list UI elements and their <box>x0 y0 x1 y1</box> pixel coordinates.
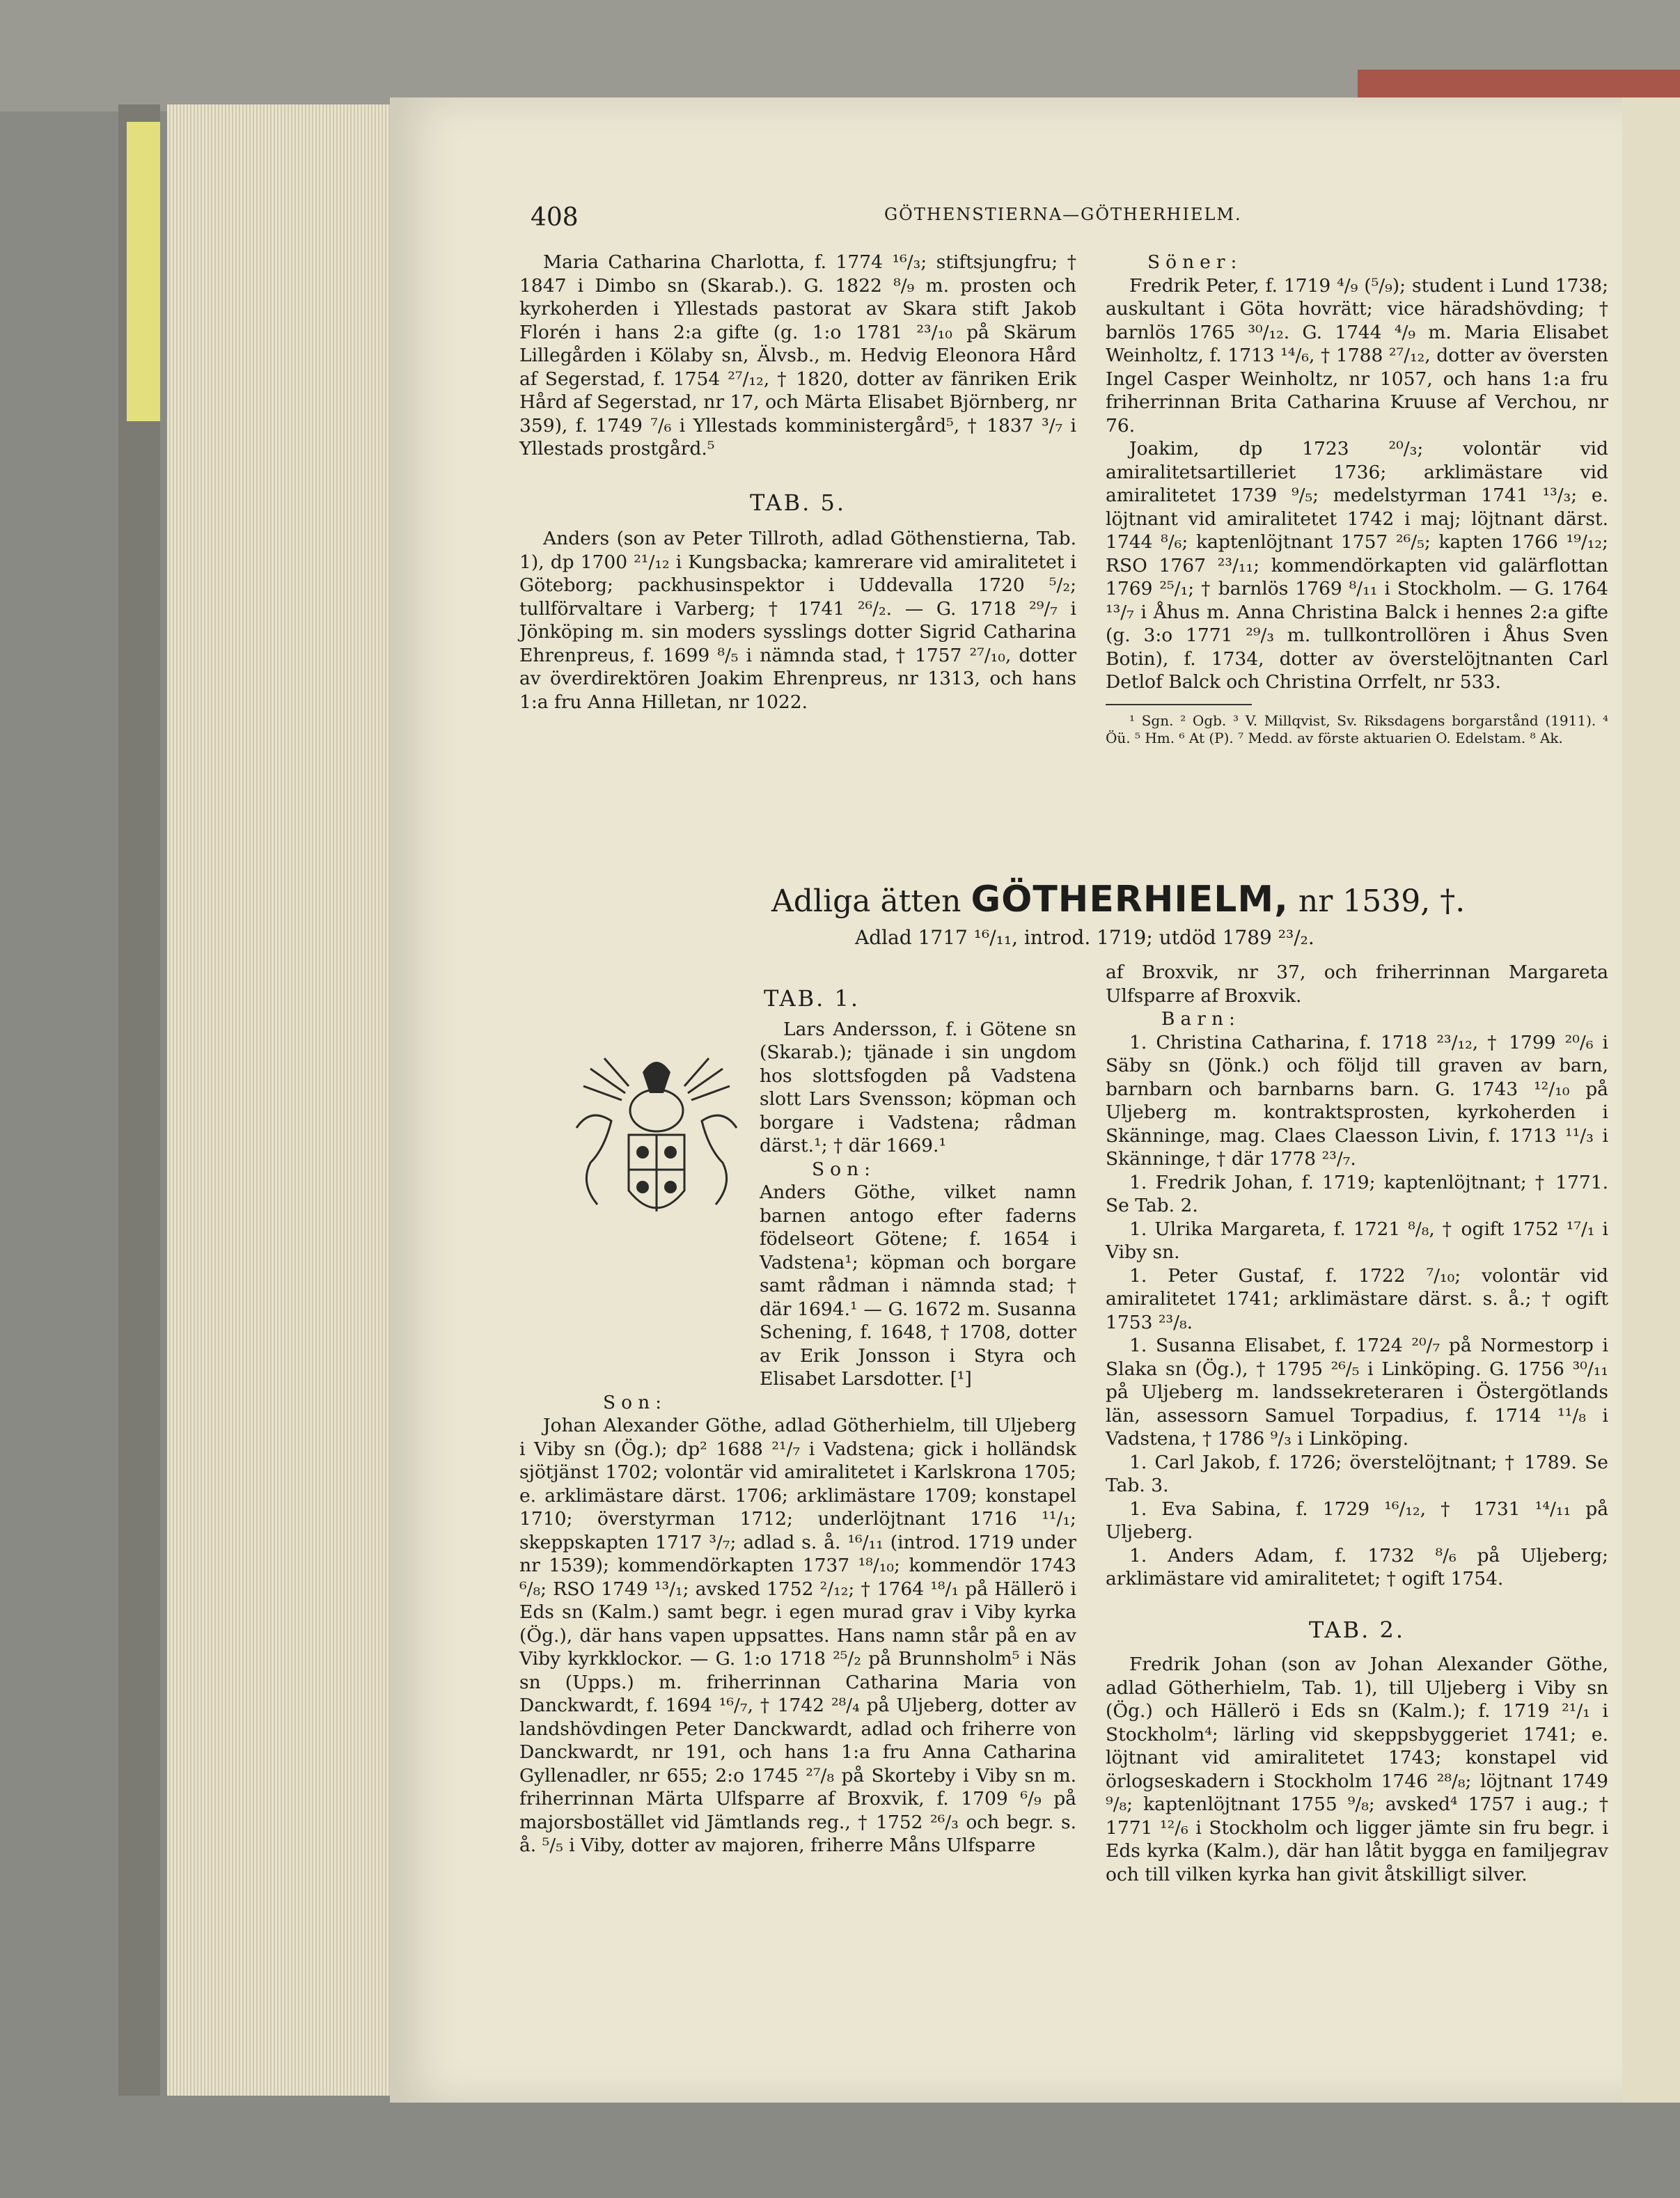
footnotes: ¹ Sgn. ² Ogb. ³ V. Millqvist, Sv. Riksdagens borgarstånd (1911). ⁴ Öü. ⁵ Hm. ⁶ At (P). ⁷ Medd. av förste aktuarien O. Edelstam. ⁸ Ak. <box>1106 712 1608 746</box>
page-number: 408 <box>531 203 579 232</box>
tab-5-heading: TAB. 5. <box>749 489 847 516</box>
child-eva-sabina: 1. Eva Sabina, f. 1729 ¹⁶/₁₂, † 1731 ¹⁴/₁₁ på Uljeberg. <box>1106 1498 1608 1543</box>
next-page-edge <box>1622 97 1680 2103</box>
left-top-column <box>519 251 1076 714</box>
page-edges <box>167 104 397 2096</box>
child-ulrika-margareta: 1. Ulrika Margareta, f. 1721 ⁸/₈, † ogift 1752 ¹⁷/₁ i Viby sn. <box>1106 1218 1608 1263</box>
running-title: GÖTHENSTIERNA—GÖTHERHIELM. <box>884 205 1242 224</box>
soner-heading: Söner: <box>1147 251 1243 273</box>
right-bottom-column <box>1106 961 1608 1886</box>
footnote-rule <box>1106 704 1252 705</box>
entry-fredrik-peter: Fredrik Peter, f. 1719 ⁴/₉ (⁵/₉); student i Lund 1738; auskultant i Göta hovrätt; vice häradshövding; † barnlös 1765 ³⁰/₁₂. G. 1744 ⁴/₉ m. Maria Elisabet Weinholtz, f. 1713 ¹⁴/₆, † 1788 ²⁷/₁₂, dotter av översten Ingel Casper Weinholtz, nr 1057, och hans 1:a fru friherrinnan Brita Catharina Kruuse af Verchou, nr 76. <box>1106 274 1608 437</box>
entry-anders-gothe: Anders Göthe, vilket namn barnen antogo efter faderns födelseort Götene; f. 1654 i Vadstena¹; köpman och borgare samt rådman i nämnda stad; † där 1694.¹ — G. 1672 m. Susanna Schening, f. 1648, † 1708, dotter av Erik Jonsson i Styra och Elisabet Larsdotter. [¹] <box>760 1182 1076 1390</box>
family-title <box>771 879 1465 920</box>
child-carl-jakob: 1. Carl Jakob, f. 1726; överstelöjtnant; † 1789. Se Tab. 3. <box>1106 1451 1608 1496</box>
family-subtitle: Adlad 1717 ¹⁶/₁₁, introd. 1719; utdöd 1789 ²³/₂. <box>855 926 1314 949</box>
child-christina-catharina: 1. Christina Catharina, f. 1718 ²³/₁₂, † 1799 ²⁰/₆ i Säby sn (Jönk.) och följd till graven av barn, barnbarn och barnbarns barn. G. 1743 ¹²/₁₀ på Uljeberg m. kontraktsprosten, kyrkoherden i Skänninge, mag. Claes Claesson Livin, f. 1713 ¹¹/₃ i Skänninge, † där 1778 ²³/₇. <box>1106 1031 1608 1170</box>
tab-1-heading: TAB. 1. <box>763 985 861 1012</box>
son-heading-1: Son: <box>812 1158 877 1180</box>
title-suffix: nr 1539, †. <box>1298 884 1466 919</box>
entry-continuation: af Broxvik, nr 37, och friherrinnan Margareta Ulfsparre af Broxvik. <box>1106 961 1608 1007</box>
son-heading-2: Son: <box>603 1391 668 1413</box>
child-fredrik-johan: 1. Fredrik Johan, f. 1719; kaptenlöjtnant; † 1771. Se Tab. 2. <box>1106 1171 1608 1216</box>
entry-lars-andersson: Lars Andersson, f. i Götene sn (Skarab.); tjänade i sin ungdom hos slottsfogden på Vadstena slott Lars Svensson; köpman och borgare i Vadstena; rådman därst.¹; † där 1669.¹ <box>760 1018 1076 1156</box>
entry-maria-catharina: Maria Catharina Charlotta, f. 1774 ¹⁶/₃; stiftsjungfru; † 1847 i Dimbo sn (Skarab.). G. 1822 ⁸/₉ m. prosten och kyrkoherden i Yllestads pastorat av Skara stift Jakob Florén i hans 2:a gifte (g. 1:o 1781 ²³/₁₀ på Skärum Lillegården i Kölaby sn, Älvsb., m. Hedvig Eleonora Hård af Segerstad, f. 1754 ²⁷/₁₂, † 1820, dotter av fänriken Erik Hård af Segerstad, nr 17, och Märta Elisabet Björnberg, nr 359), f. 1749 ⁷/₆ i Yllestads komministergård⁵, † 1837 ³/₇ i Yllestads prostgård.⁵ <box>519 251 1076 460</box>
tab-2-heading: TAB. 2. <box>1308 1616 1406 1643</box>
entry-johan-alexander: Johan Alexander Göthe, adlad Götherhielm, till Uljeberg i Viby sn (Ög.); dp² 1688 ²¹/₇ i Vadstena; gick i holländsk sjötjänst 1702; volontär vid amiralitetet i Karlskrona 1705; e. arklimästare därst. 1706; arklimästare 1709; konstapel 1710; överstyrman 1712; underlöjtnant 1716 ¹¹/₁; skeppskapten 1717 ³/₇; adlad s. å. ¹⁶/₁₁ (introd. 1719 under nr 1539); kommendörkapten 1737 ¹⁸/₁₀; kommendör 1743 ⁶/₈; RSO 1749 ¹³/₁; avsked 1752 ²/₁₂; † 1764 ¹⁸/₁ på Hällerö i Eds sn (Kalm.) samt begr. i egen murad grav i Viby kyrka (Ög.), där hans vapen uppsattes. Hans namn står på en av Viby kyrkklockor. — G. 1:o 1718 ²⁵/₂ på Brunnsholm⁵ i Näs sn (Upps.) m. friherrinnan Catharina Maria von Danckwardt, f. 1694 ¹⁶/₇, † 1742 ²⁸/₄ på Uljeberg, dotter av landshövdingen Peter Danckwardt, adlad och friherre von Danckwardt, nr 191, och hans 1:a fru Anna Catharina Gyllenadler, nr 655; 2:o 1745 ²⁷/₈ på Skorteby i Viby sn m. friherrinnan Märta Ulfsparre af Broxvik, f. 1709 ⁶/₉ på majorsbostället vid Jämtlands reg., † 1752 ²⁶/₃ och begr. s. å. ⁵/₅ i Viby, dotter av majoren, friherre Måns Ulfsparre <box>519 1415 1076 1856</box>
title-name: GÖTHERHIELM, <box>971 879 1289 920</box>
entry-anders: Anders (son av Peter Tillroth, adlad Göthenstierna, Tab. 1), dp 1700 ²¹/₁₂ i Kungsbacka; kamrerare vid amiralitetet i Göteborg; packhusinspektor i Uddevalla 1720 ⁵/₂; tullförvaltare i Varberg; † 1741 ²⁶/₂. — G. 1718 ²⁹/₇ i Jönköping m. sin moders sysslings dotter Sigrid Catharina Ehrenpreus, f. 1699 ⁸/₅ i nämnda stad, † 1757 ²⁷/₁₀, dotter av överdirektören Joakim Ehrenpreus, nr 1313, och hans 1:a fru Anna Hilletan, nr 1022. <box>519 528 1076 713</box>
right-top-column <box>1106 251 1608 747</box>
left-bottom-column <box>519 987 1076 1858</box>
index-tab-marker <box>127 122 160 421</box>
barn-heading: Barn: <box>1161 1008 1241 1030</box>
entry-joakim: Joakim, dp 1723 ²⁰/₃; volontär vid amiralitetsartilleriet 1736; arklimästare vid amiralitetet 1739 ⁹/₅; medelstyrman 1741 ¹³/₃; e. löjtnant vid amiralitetet 1742 i maj; löjtnant därst. 1744 ⁸/₆; kaptenlöjtnant 1757 ²⁶/₅; kapten 1766 ¹⁹/₁₂; RSO 1767 ²³/₁₁; kommendörkapten vid galärflottan 1769 ²⁵/₁; † barnlös 1769 ⁸/₁₁ i Stockholm. — G. 1764 ¹³/₇ i Åhus m. Anna Christina Balck i hennes 2:a gifte (g. 3:o 1771 ²⁹/₃ m. tullkontrollören i Åhus Sven Botin), f. 1734, dotter av överstelöjtnanten Carl Detlof Balck och Christina Orrfelt, nr 533. <box>1106 438 1608 693</box>
title-prefix: Adliga ätten <box>771 884 961 919</box>
child-peter-gustaf: 1. Peter Gustaf, f. 1722 ⁷/₁₀; volontär vid amiralitetet 1741; arklimästare därst. s. å.; † ogift 1753 ²³/₈. <box>1106 1264 1608 1333</box>
child-susanna-elisabet: 1. Susanna Elisabet, f. 1724 ²⁰/₇ på Normestorp i Slaka sn (Ög.), † 1795 ²⁶/₅ i Linköping. G. 1756 ³⁰/₁₁ på Uljeberg m. landssekreteraren i Östergötlands län, assessorn Samuel Torpadius, f. 1714 ¹¹/₈ i Vadstena, † 1786 ⁹/₃ i Linköping. <box>1106 1335 1608 1450</box>
entry-fredrik-johan: Fredrik Johan (son av Johan Alexander Göthe, adlad Götherhielm, Tab. 1), till Uljeberg i Viby sn (Ög.) och Hällerö i Eds sn (Kalm.); f. 1719 ²¹/₁ i Stockholm⁴; lärling vid skeppsbyggeriet 1741; e. löjtnant vid amiralitetet 1743; konstapel vid örlogseskadern i Stockholm 1746 ²⁸/₈; löjtnant 1749 ⁹/₈; kaptenlöjtnant 1755 ⁹/₈; avsked⁴ 1757 i aug.; † 1771 ¹²/₆ i Stockholm och ligger jämte sin fru begr. i Eds kyrka (Kalm.), där han låtit bygga en familjegrav och till vilken kyrka han givit åtskilligt silver. <box>1106 1654 1608 1885</box>
child-anders-adam: 1. Anders Adam, f. 1732 ⁸/₆ på Uljeberg; arklimästare vid amiralitetet; † ogift 1754. <box>1106 1544 1608 1589</box>
